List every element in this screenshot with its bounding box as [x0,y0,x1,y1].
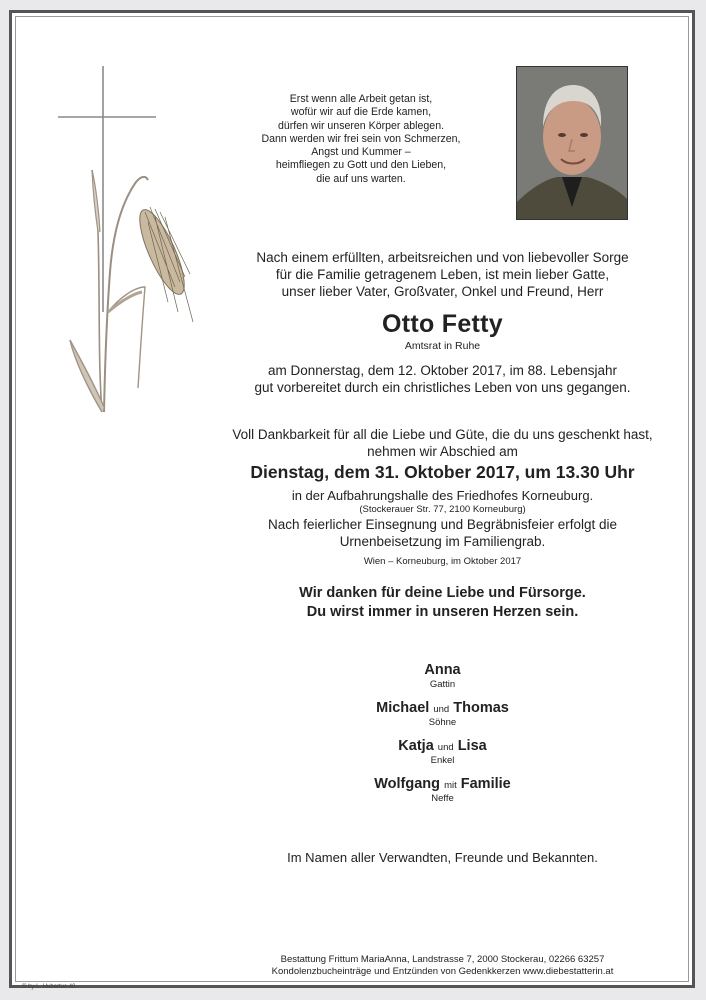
family-conjunction: und [437,742,454,753]
family-second-name: Thomas [453,700,509,716]
death-info-line: am Donnerstag, dem 12. Oktober 2017, im 88. Lebensjahr [268,363,617,378]
family-member [160,738,706,766]
family-first-name: Michael [376,700,430,716]
funeral-date: Dienstag, dem 31. Oktober 2017, um 13.30 Uhr [250,462,635,482]
copyright-note: © by L. Hubertus 40 [22,984,76,990]
portrait-icon [517,67,627,219]
footer [160,954,706,978]
poem-line: wofür wir auf die Erde kamen, [290,106,432,119]
poem-line: dürfen wir unseren Körper ablegen. [277,119,445,132]
ceremony-line: Nach feierlicher Einsegnung und Begräbnisfeier erfolgt die [268,517,617,532]
intro-text [160,249,706,300]
poem-line: Dann werden wir frei sein von Schmerzen, [261,132,461,145]
poem [240,93,482,186]
deceased-title: Amtsrat in Ruhe [404,340,481,352]
portrait-photo [516,66,628,220]
closing-line: Wir danken für deine Liebe und Fürsorge. [299,585,586,601]
family-member [160,662,706,690]
family-name [160,738,706,754]
intro-line: unser lieber Vater, Großvater, Onkel und Freund, Herr [281,284,604,299]
family-conjunction: und [433,704,450,715]
family-member [160,700,706,728]
family-relation: Söhne [428,717,457,728]
poem-line: die auf uns warten. [316,172,406,185]
family-first-name: Wolfgang [374,776,441,792]
cross-icon [58,66,156,312]
deceased-name: Otto Fetty [381,310,504,338]
family-relation: Neffe [431,793,454,804]
closing-text [160,584,706,622]
family-conjunction: mit [444,780,457,791]
poem-line: Angst und Kummer – [311,146,411,159]
poem-line: heimfliegen zu Gott und den Lieben, [275,159,447,172]
funeral-address: (Stockerauer Str. 77, 2100 Korneuburg) [359,504,526,515]
intro-line: für die Familie getragenem Leben, ist mein lieber Gatte, [275,267,610,282]
relatives-line: Im Namen aller Verwandten, Freunde und Bekannten. [287,850,598,865]
funeral-place: in der Aufbahrungshalle des Friedhofes Korneuburg. [291,488,594,503]
ceremony-text [160,516,706,550]
closing-line: Du wirst immer in unseren Herzen sein. [306,604,579,620]
family-first-name: Anna [424,662,461,678]
family-second-name: Familie [460,776,511,792]
family-second-name: Lisa [457,738,487,754]
condolence-info: Kondolenzbucheinträge und Entzünden von Gedenkkerzen www.diebestatterin.at [271,966,614,977]
death-info-line: gut vorbereitet durch ein christliches Leben von uns gegangen. [254,380,631,395]
family-relation: Gattin [429,679,456,690]
family-relation: Enkel [430,755,455,766]
thanks-line: nehmen wir Abschied am [367,444,518,459]
poem-line: Erst wenn alle Arbeit getan ist, [289,93,433,105]
family-member [160,776,706,804]
family-name [160,776,706,792]
family-name [160,662,706,678]
thanks-line: Voll Dankbarkeit für all die Liebe und Güte, die du uns geschenkt hast, [232,427,653,442]
family-name [160,700,706,716]
death-info [160,362,706,396]
thanks-text [160,426,706,460]
family-first-name: Katja [398,738,434,754]
city-date: Wien – Korneuburg, im Oktober 2017 [363,556,522,567]
intro-line: Nach einem erfüllten, arbeitsreichen und von liebevoller Sorge [256,250,629,265]
ceremony-line: Urnenbeisetzung im Familiengrab. [339,534,546,549]
funeral-home-info: Bestattung Frittum MariaAnna, Landstrasse 7, 2000 Stockerau, 02266 63257 [280,954,605,965]
